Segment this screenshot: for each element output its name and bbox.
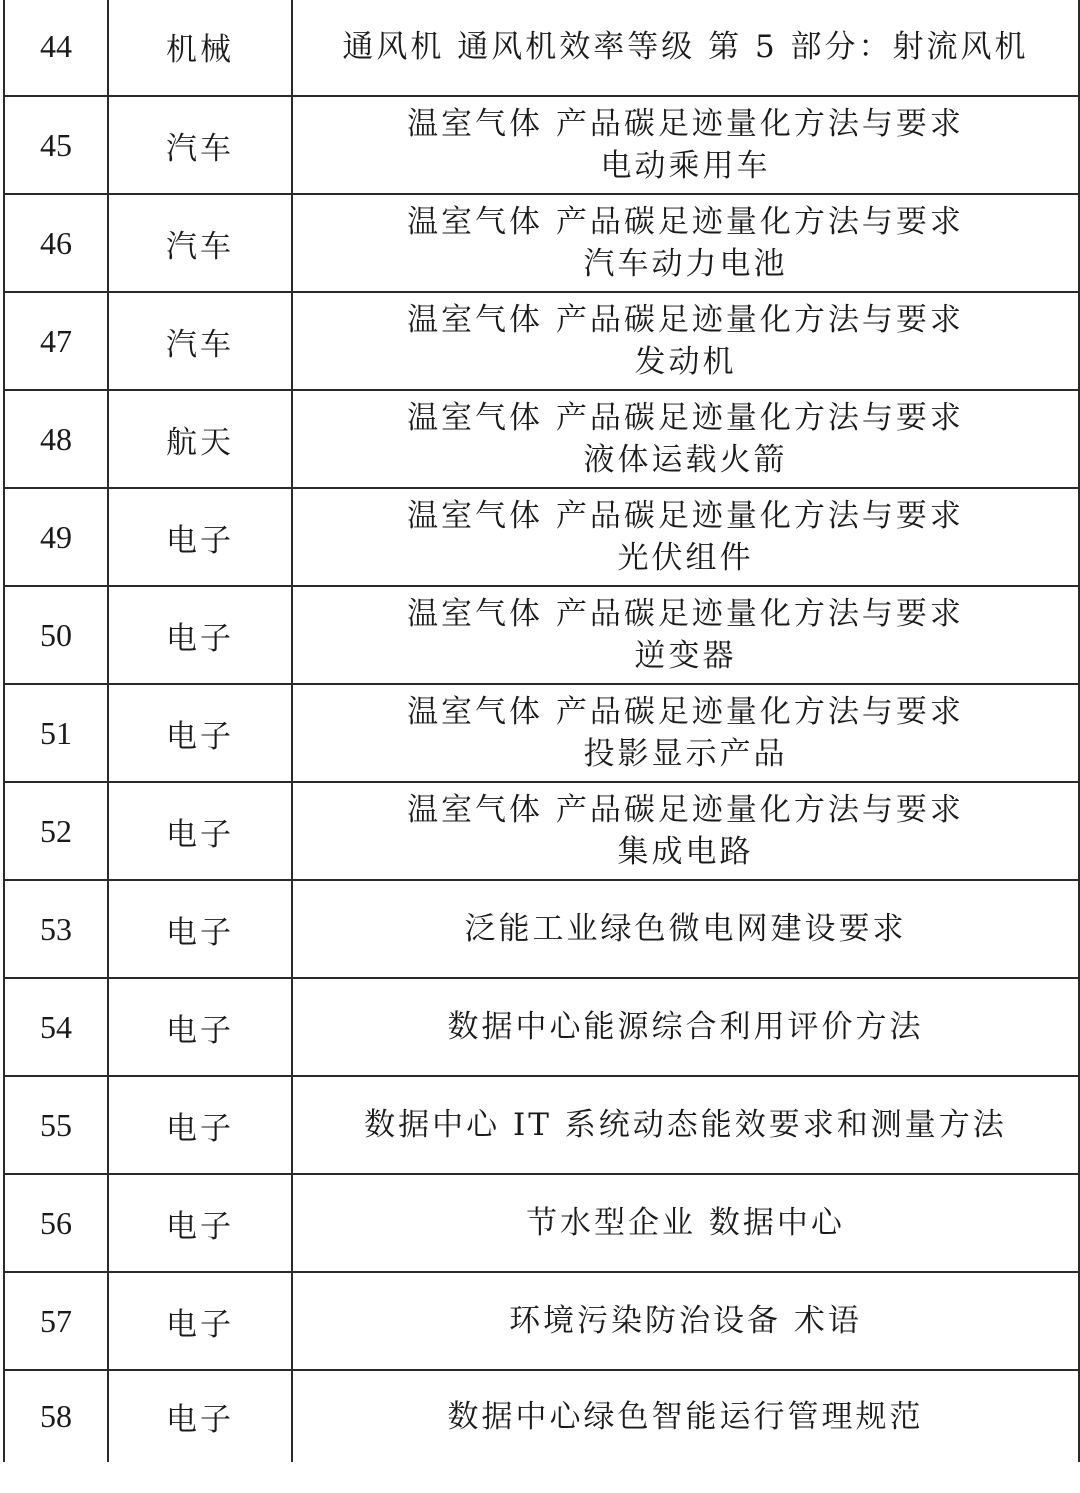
standard-name-cell (292, 586, 1079, 684)
industry-field-cell: 电子 (108, 978, 292, 1076)
table-row (4, 194, 1079, 292)
row-number-cell: 47 (4, 292, 108, 390)
table-row (4, 880, 1079, 978)
industry-field-cell: 电子 (108, 1272, 292, 1370)
table-row (4, 488, 1079, 586)
table-row (4, 684, 1079, 782)
standard-name-line: 发动机 (634, 344, 737, 380)
standard-name-cell (292, 1272, 1079, 1370)
standard-name-line: 液体运载火箭 (583, 442, 788, 478)
row-number-cell: 55 (4, 1076, 108, 1174)
industry-field-cell: 汽车 (108, 292, 292, 390)
row-number-cell: 52 (4, 782, 108, 880)
standard-name-line: 集成电路 (617, 834, 754, 870)
industry-field-cell: 航天 (108, 390, 292, 488)
row-number-cell: 50 (4, 586, 108, 684)
standard-name-line: 温室气体 产品碳足迹量化方法与要求 (407, 106, 964, 142)
industry-field-cell: 电子 (108, 684, 292, 782)
standard-name-cell (292, 1076, 1079, 1174)
standard-name-line: 温室气体 产品碳足迹量化方法与要求 (407, 694, 964, 730)
standard-name-cell (292, 488, 1079, 586)
standard-name-line: 节水型企业 数据中心 (526, 1205, 845, 1241)
standard-name-cell (292, 978, 1079, 1076)
standard-name-cell (292, 782, 1079, 880)
industry-field-cell: 电子 (108, 1370, 292, 1462)
table-row (4, 390, 1079, 488)
standard-name-line: 温室气体 产品碳足迹量化方法与要求 (407, 400, 964, 436)
standard-name-line: 泛能工业绿色微电网建设要求 (464, 911, 907, 947)
row-number-cell: 48 (4, 390, 108, 488)
standard-name-line: 温室气体 产品碳足迹量化方法与要求 (407, 302, 964, 338)
standard-name-line: 光伏组件 (617, 540, 754, 576)
row-number-cell: 54 (4, 978, 108, 1076)
table-row (4, 782, 1079, 880)
row-number-cell: 46 (4, 194, 108, 292)
row-number-cell: 58 (4, 1370, 108, 1462)
table-row (4, 586, 1079, 684)
industry-field-cell: 汽车 (108, 96, 292, 194)
row-number-cell: 45 (4, 96, 108, 194)
industry-field-cell: 电子 (108, 1076, 292, 1174)
industry-field-cell: 电子 (108, 1174, 292, 1272)
table-row (4, 292, 1079, 390)
industry-field-cell: 电子 (108, 880, 292, 978)
standard-name-cell (292, 1174, 1079, 1272)
row-number-cell: 53 (4, 880, 108, 978)
standard-name-cell (292, 96, 1079, 194)
table-row (4, 978, 1079, 1076)
standard-name-line: 汽车动力电池 (583, 246, 788, 282)
standard-name-cell (292, 292, 1079, 390)
standard-name-line: 电动乘用车 (600, 148, 771, 184)
table-row (4, 0, 1079, 96)
industry-field-cell: 电子 (108, 782, 292, 880)
standard-name-cell (292, 1370, 1079, 1462)
standard-name-line: 逆变器 (634, 638, 737, 674)
standard-name-line: 投影显示产品 (583, 736, 788, 772)
row-number-cell: 57 (4, 1272, 108, 1370)
table-row (4, 1272, 1079, 1370)
row-number-cell: 51 (4, 684, 108, 782)
standard-name-line: 通风机 通风机效率等级 第 5 部分：射流风机 (342, 28, 1029, 65)
industry-field-cell: 电子 (108, 586, 292, 684)
table-body (4, 0, 1079, 1462)
standard-name-line: 温室气体 产品碳足迹量化方法与要求 (407, 792, 964, 828)
industry-field-cell: 电子 (108, 488, 292, 586)
row-number-cell: 49 (4, 488, 108, 586)
standard-name-cell (292, 684, 1079, 782)
table-row (4, 1370, 1079, 1462)
row-number-cell: 44 (4, 0, 108, 96)
table-row (4, 96, 1079, 194)
table-row (4, 1174, 1079, 1272)
standard-name-cell (292, 390, 1079, 488)
row-number-cell: 56 (4, 1174, 108, 1272)
standard-name-line: 数据中心绿色智能运行管理规范 (447, 1398, 924, 1435)
standard-name-line: 数据中心能源综合利用评价方法 (447, 1009, 924, 1045)
standard-name-cell (292, 880, 1079, 978)
standard-name-cell (292, 194, 1079, 292)
standard-name-line: 温室气体 产品碳足迹量化方法与要求 (407, 596, 964, 632)
industry-field-cell: 汽车 (108, 194, 292, 292)
standards-table (3, 0, 1080, 1462)
standard-name-line: 环境污染防治设备 术语 (509, 1303, 862, 1339)
standard-name-line: 数据中心 IT 系统动态能效要求和测量方法 (364, 1107, 1007, 1143)
standard-name-cell (292, 0, 1079, 96)
standard-name-line: 温室气体 产品碳足迹量化方法与要求 (407, 498, 964, 534)
industry-field-cell: 机械 (108, 0, 292, 96)
table-row (4, 1076, 1079, 1174)
standard-name-line: 温室气体 产品碳足迹量化方法与要求 (407, 204, 964, 240)
